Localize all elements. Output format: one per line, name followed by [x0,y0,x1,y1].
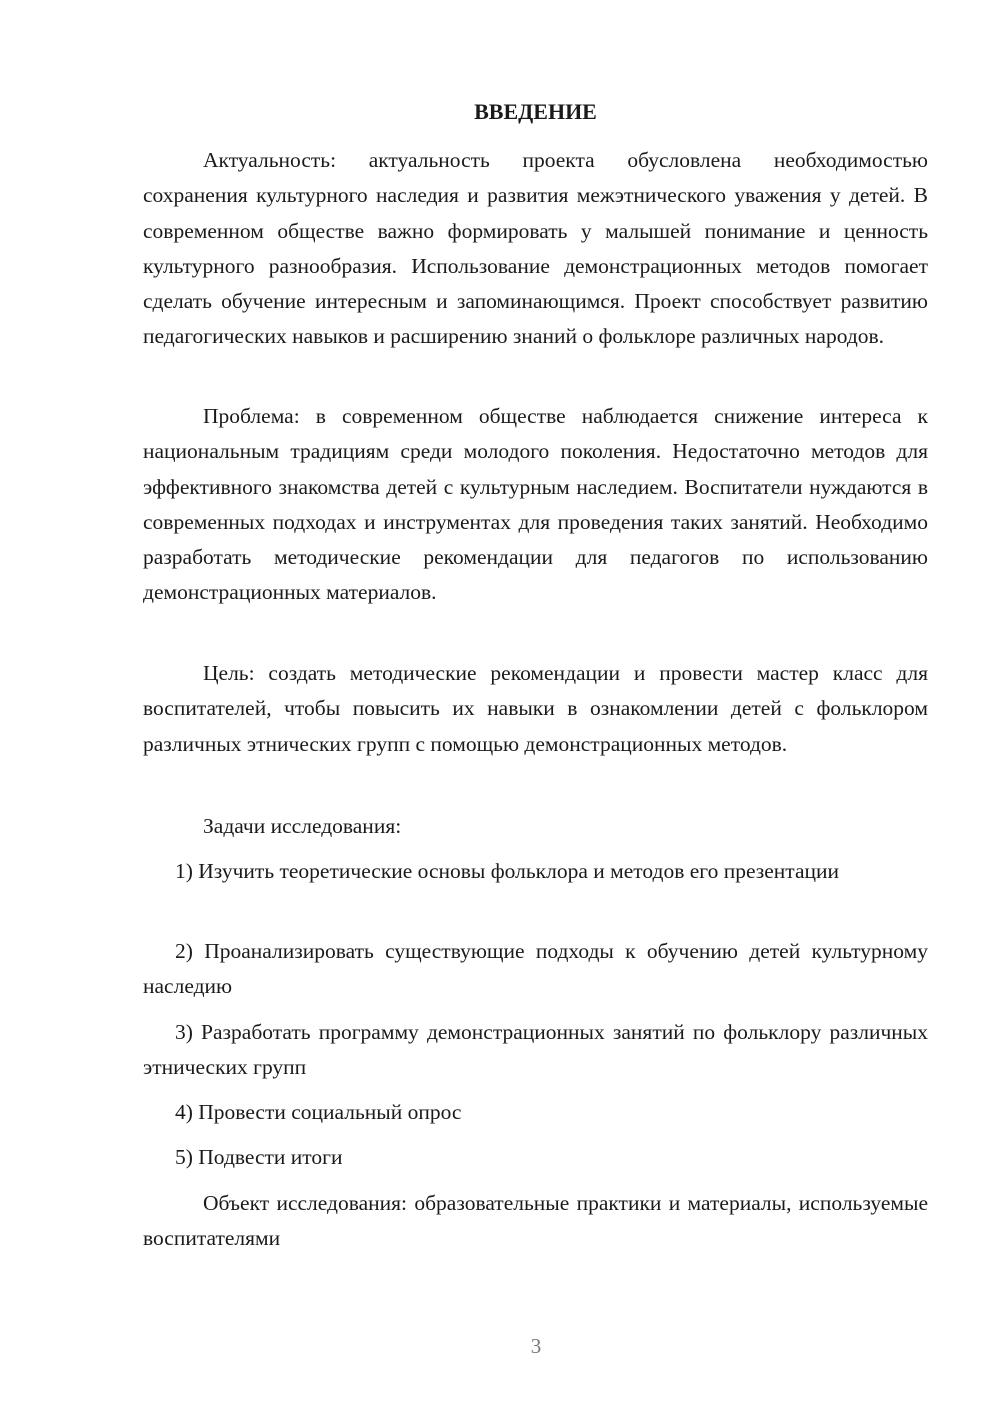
task-item-5: 5) Подвести итоги [175,1145,343,1169]
page-title: ВВЕДЕНИЕ [474,99,597,124]
task-item-4: 4) Провести социальный опрос [175,1100,462,1124]
problem-paragraph: Проблема: в современном обществе наблюдается снижение интереса к национальным традициям среди молодого поколения. Недостаточно методов для эффективного знакомства детей с культурным наследием. Воспитатели нуждаются в современных подходах и инструментах для проведения таких занятий. Необходимо разработать методические рекомендации для педагогов по использованию демонстрационных материалов. [143,404,928,605]
page-number: 3 [530,1334,542,1358]
task-item-3: 3) Разработать программу демонстрационных занятий по фольклору различных этнических групп [143,1020,928,1080]
tasks-heading: Задачи исследования: [203,814,402,838]
object-paragraph: Объект исследования: образовательные практики и материалы, используемые воспитателями [143,1191,928,1251]
task-item-2: 2) Проанализировать существующие подходы к обучению детей культурному наследию [143,939,928,999]
relevance-paragraph: Актуальность: актуальность проекта обусловлена необходимостью сохранения культурного наследия и развития межэтнического уважения у детей. В современном обществе важно формировать у малышей понимание и ценность культурного разнообразия. Использование демонстрационных методов помогает сделать обучение интересным и запоминающимся. Проект способствует развитию педагогических навыков и расширению знаний о фольклоре различных народов. [143,148,928,349]
task-item-1: 1) Изучить теоретические основы фольклора и методов его презентации [175,859,840,883]
goal-paragraph: Цель: создать методические рекомендации и провести мастер класс для воспитателей, чтобы повысить их навыки в ознакомлении детей с фольклором различных этнических групп с помощью демонстрационных методов. [143,661,928,756]
